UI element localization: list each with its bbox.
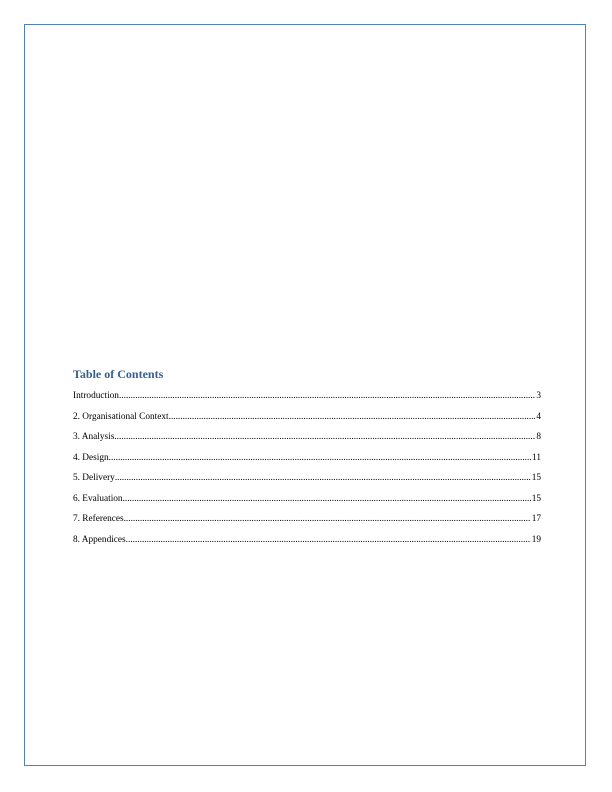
toc-dot-leader: [123, 493, 531, 505]
toc-entry-title: 4. Design: [73, 452, 109, 463]
toc-entry-page: 15: [531, 493, 541, 504]
toc-entry-introduction[interactable]: [73, 390, 541, 402]
toc-entry-design[interactable]: [73, 452, 541, 464]
toc-entry-page: 15: [531, 473, 541, 483]
toc-dot-leader: [119, 390, 535, 402]
toc-entry-title: 8. Appendices: [73, 534, 126, 545]
toc-entry-page: 3: [536, 391, 541, 401]
toc-entry-page: 8: [536, 432, 541, 442]
toc-entry-organisational-context[interactable]: [73, 411, 541, 423]
toc-entry-title: 6. Evaluation: [73, 493, 123, 504]
toc-entry-title: 5. Delivery: [73, 473, 115, 483]
toc-entry-title: 7. References: [73, 514, 124, 524]
table-of-contents: [73, 366, 541, 554]
toc-list: [73, 390, 541, 546]
toc-entry-page: 11: [532, 452, 541, 463]
toc-heading: Table of Contents: [73, 367, 164, 381]
toc-entry-title: Introduction: [73, 391, 119, 401]
toc-entry-references[interactable]: [73, 513, 541, 525]
toc-dot-leader: [169, 411, 536, 423]
toc-entry-delivery[interactable]: [73, 472, 541, 484]
toc-dot-leader: [124, 513, 531, 525]
toc-entry-page: 19: [531, 534, 541, 545]
toc-dot-leader: [115, 472, 531, 484]
toc-entry-analysis[interactable]: [73, 431, 541, 443]
toc-entry-evaluation[interactable]: [73, 493, 541, 505]
toc-entry-appendices[interactable]: [73, 534, 541, 546]
toc-entry-title: 2. Organisational Context: [73, 411, 169, 422]
toc-dot-leader: [114, 431, 535, 443]
toc-entry-page: 17: [531, 514, 541, 524]
toc-dot-leader: [126, 534, 531, 546]
toc-dot-leader: [109, 452, 531, 464]
toc-entry-page: 4: [536, 411, 541, 422]
toc-entry-title: 3. Analysis: [73, 432, 115, 442]
